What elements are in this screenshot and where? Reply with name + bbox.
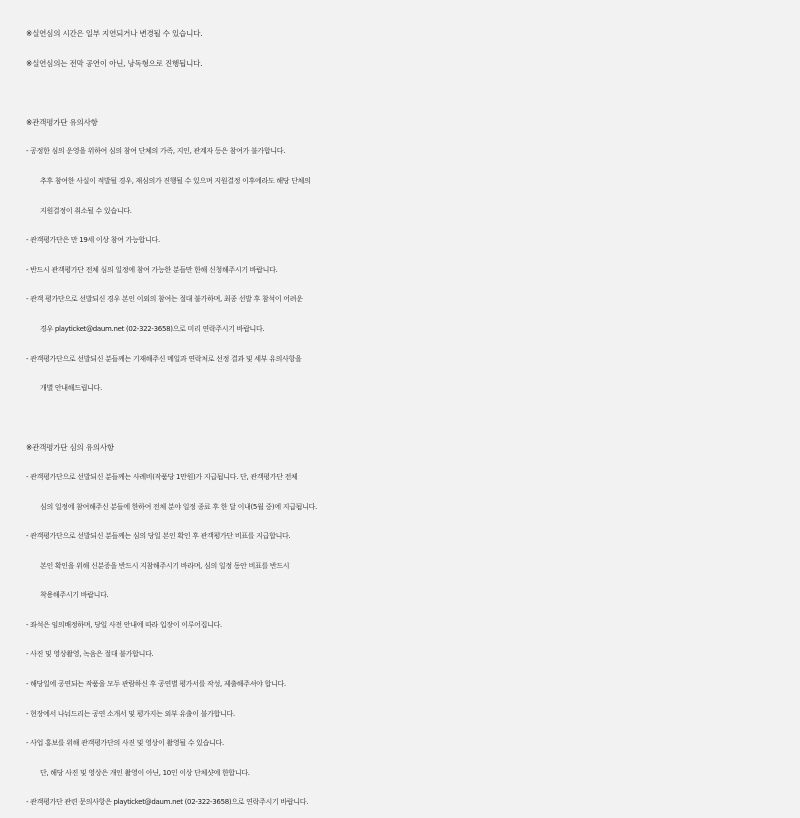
list-item: - 관객평가단으로 선발되신 분들께는 사례비(작품당 1만원)가 지급됩니다. 단, 관객평가단 전체 [26,472,298,481]
list-item: - 관객평가단으로 선발되신 분들께는 심의 당일 본인 확인 후 관객평가단 비표를 지급합니다. [26,532,291,541]
list-item-continuation: 경우 playticket@daum.net (02-322-3658)으로 미리 연락주시기 바랍니다. [40,324,265,333]
list-item-continuation: 심의 일정에 참여해주신 분들에 한하여 전체 분야 일정 종료 후 한 달 이내(5월 중)에 지급됩니다. [40,502,317,511]
list-item-continuation: 개별 안내해드립니다. [40,384,103,393]
list-item: - 관객평가단은 만 19세 이상 참여 가능합니다. [26,236,160,245]
list-item: - 좌석은 임의배정하며, 당일 사전 안내에 따라 입장이 이루어집니다. [26,620,222,629]
list-item: - 반드시 관객평가단 전체 심의 일정에 참여 가능한 분들만 한해 신청해주시기 바랍니다. [26,265,278,274]
list-item: - 해당일에 공연되는 작품을 모두 관람하신 후 공연별 평가서를 작성, 제출해주셔야 합니다. [26,680,286,689]
list-item-continuation: 착용해주시기 바랍니다. [40,591,109,600]
section-title-review-notes: ※관객평가단 심의 유의사항 [26,443,114,453]
list-item: - 현장에서 나눠드리는 공연 소개서 및 평가지는 외부 유출이 불가합니다. [26,709,235,718]
list-item: - 공정한 심의 운영을 위하여 심의 참여 단체의 가족, 지인, 관계자 등은 참여가 불가합니다. [26,147,286,156]
list-item: - 사진 및 영상촬영, 녹음은 절대 불가합니다. [26,650,154,659]
section-title-audience-notes: ※관객평가단 유의사항 [26,117,98,127]
list-item-continuation: 지원결정이 취소될 수 있습니다. [40,206,132,215]
list-item: - 관객평가단 관련 문의사항은 playticket@daum.net (02-322-3658)으로 연락주시기 바랍니다. [26,798,309,807]
notice-line: ※실연심의 시간은 일부 지연되거나 변경될 수 있습니다. [26,29,203,38]
notice-line: ※실연심의는 전막 공연이 아닌, 낭독형으로 진행됩니다. [26,58,203,68]
list-item: - 관객 평가단으로 선발되신 경우 본인 이외의 참여는 절대 불가하며, 최종 선발 후 참석이 어려운 [26,295,303,304]
list-item-continuation: 단, 해당 사진 및 영상은 개인 촬영이 아닌, 10인 이상 단체샷에 한합니다. [40,768,250,777]
section-gap [26,404,800,434]
list-item-continuation: 추후 참여한 사실이 적발될 경우, 재심의가 진행될 수 있으며 지원결정 이후에라도 해당 단체의 [40,176,311,185]
list-item: - 관객평가단으로 선발되신 분들께는 기재해주신 메일과 연락처로 선정 결과 및 세부 유의사항을 [26,354,302,363]
list-item: - 사업 홍보를 위해 관객평가단의 사진 및 영상이 촬영될 수 있습니다. [26,739,224,748]
section-gap [26,78,800,108]
list-item-continuation: 본인 확인을 위해 신분증을 반드시 지참해주시기 바라며, 심의 일정 동안 비표를 반드시 [40,561,290,570]
